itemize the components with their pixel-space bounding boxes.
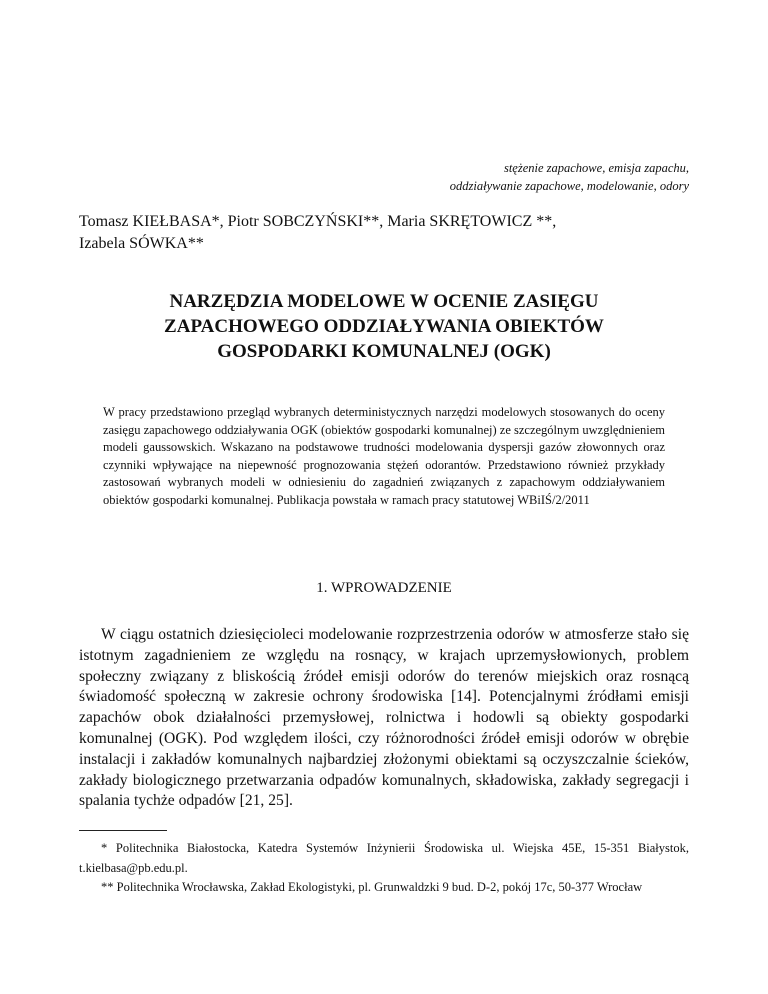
abstract: W pracy przedstawiono przegląd wybranych deterministycznych narzędzi modelowych stosowanych do oceny zasięgu zapachowego oddziaływania OGK (obiektów gospodarki komunalnej) ze szczególnym uwzględnieniem modeli gaussowskich. Wskazano na podstawowe trudności modelowania dyspersji gazów złowonnych oraz czynniki wpływające na niepewność prognozowania stężeń odorantów. Przedstawiono również przykłady zastosowań wybranych modeli w odniesieniu do zagadnień związanych z zapachowym oddziaływaniem obiektów gospodarki komunalnej. Publikacja powstała w ramach pracy statutowej WBiIŚ/2/2011 xyxy=(103,405,665,507)
title-line-3: GOSPODARKI KOMUNALNEJ (OGK) xyxy=(217,341,551,362)
footnote-divider xyxy=(79,830,167,831)
authors-line-2: Izabela SÓWKA** xyxy=(79,235,204,252)
title-line-1: NARZĘDZIA MODELOWE W OCENIE ZASIĘGU xyxy=(169,291,599,312)
authors xyxy=(79,211,689,255)
footnote-2: ** Politechnika Wrocławska, Zakład Ekologistyki, pl. Grunwaldzki 9 bud. D-2, pokój 17c, 50-377 Wrocław xyxy=(101,880,643,894)
authors-line-1: Tomasz KIEŁBASA*, Piotr SOBCZYŃSKI**, Maria SKRĘTOWICZ **, xyxy=(79,213,557,230)
paper-title xyxy=(79,289,689,364)
keywords-line-2: oddziaływanie zapachowe, modelowanie, odory xyxy=(449,179,689,193)
keywords xyxy=(269,159,689,195)
footnote-1: * Politechnika Białostocka, Katedra Systemów Inżynierii Środowiska ul. Wiejska 45E, 15-351 Białystok, t.kielbasa@pb.edu.pl. xyxy=(79,841,689,875)
body-paragraph: W ciągu ostatnich dziesięcioleci modelowanie rozprzestrzenia odorów w atmosferze stało się istotnym zagadnieniem ze względu na rosnący, w krajach uprzemysłowionych, problem społeczny związany z bliskością źródeł emisji odorów do terenów miejskich oraz rosnącą świadomość społeczną w zakresie ochrony środowiska [14]. Potencjalnymi źródłami emisji zapachów obok działalności przemysłowej, rolnictwa i hodowli są obiekty gospodarki komunalnej (OGK). Pod względem ilości, czy różnorodności źródeł emisji odorów w obrębie instalacji i zakładów komunalnych najbardziej złożonymi obiektami są oczyszczalnie ścieków, zakłady biologicznego przetwarzania odpadów komunalnych, składowiska, zakłady segregacji i spalania tychże odpadów [21, 25]. xyxy=(79,626,689,810)
body-text xyxy=(79,625,689,812)
footnotes xyxy=(79,839,689,898)
keywords-line-1: stężenie zapachowe, emisja zapachu, xyxy=(503,161,689,175)
section-heading: 1. WPROWADZENIE xyxy=(316,580,452,596)
title-line-2: ZAPACHOWEGO ODDZIAŁYWANIA OBIEKTÓW xyxy=(164,316,604,337)
